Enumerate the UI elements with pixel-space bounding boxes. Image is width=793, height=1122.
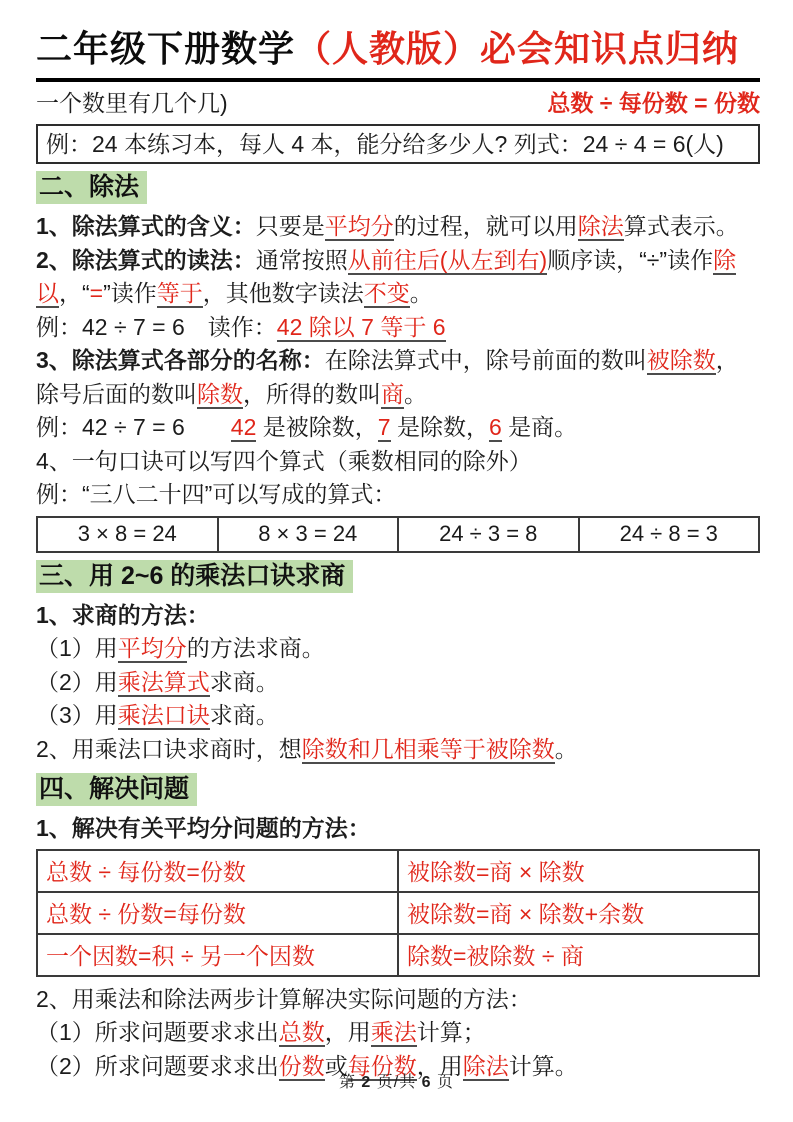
text-segment: 3、除法算式各部分的名称： <box>36 347 325 373</box>
term-highlight: 7 <box>377 414 391 440</box>
equation-cell: 8 × 3 = 24 <box>218 517 399 552</box>
text-segment: 2、用乘法和除法两步计算解决实际问题的方法： <box>36 985 532 1012</box>
term-highlight: 平均分 <box>324 213 394 239</box>
formula-cell: 一个因数=积 ÷ 另一个因数 <box>37 934 398 976</box>
text-segment: 计算。 <box>508 1052 578 1079</box>
term-highlight: 总数 <box>278 1019 325 1045</box>
list-item <box>36 1016 760 1050</box>
intro-formula: 总数 ÷ 每份数 = 份数 <box>547 90 760 116</box>
text-segment: 顺序读，“÷”读作 <box>547 246 714 273</box>
intro-left-text: 一个数里有几个几) <box>36 90 228 116</box>
text-segment: 算式表示。 <box>623 213 739 239</box>
term-highlight: 从前往后(从左到右) <box>347 246 548 273</box>
section-heading-division <box>36 172 760 206</box>
table-row <box>37 850 759 892</box>
paragraph <box>36 733 760 767</box>
term-highlight: 42 除以 7 等于 6 <box>276 313 446 340</box>
term-highlight: 乘法 <box>370 1019 417 1045</box>
text-segment: 2、用乘法口诀求商时，想 <box>36 735 302 762</box>
equations-table <box>36 516 760 553</box>
section-heading-problem-solving <box>36 774 760 808</box>
table-row <box>37 517 759 552</box>
footer-text: 页 <box>431 1074 455 1091</box>
paragraph <box>36 983 760 1017</box>
text-segment: 4、一句口诀可以写四个算式（乘数相同的除外） <box>36 447 532 474</box>
text-segment: （2）所求问题要求求出 <box>36 1052 279 1079</box>
term-highlight: 不变 <box>363 280 410 306</box>
text-segment: ，用 <box>416 1052 463 1079</box>
table-row <box>37 892 759 934</box>
paragraph <box>36 812 760 846</box>
text-segment: 是被除数， <box>256 414 378 440</box>
formula-cell: 总数 ÷ 每份数=份数 <box>37 850 398 892</box>
example-line <box>36 311 760 345</box>
term-highlight: 每份数 <box>347 1052 417 1079</box>
text-segment: 只要是 <box>255 213 325 239</box>
footer-total-pages: 6 <box>421 1074 432 1091</box>
text-segment: ，用 <box>324 1019 371 1045</box>
text-segment: 是除数， <box>390 414 489 440</box>
term-highlight: 商 <box>381 380 404 407</box>
term-highlight: 份数 <box>278 1052 325 1079</box>
text-segment: 通常按照 <box>255 246 348 273</box>
text-segment: 求商。 <box>209 668 279 695</box>
term-highlight: 被除数 <box>646 347 716 373</box>
term-highlight: 乘法口诀 <box>117 702 210 728</box>
term-highlight: 乘法算式 <box>117 668 210 695</box>
text-segment: ，所得的数叫 <box>243 380 381 407</box>
equation-cell: 3 × 8 = 24 <box>37 517 218 552</box>
text-segment: 。 <box>409 280 433 306</box>
text-segment: ，“ <box>59 280 90 306</box>
example-line <box>36 411 760 445</box>
equation-cell: 24 ÷ 3 = 8 <box>398 517 579 552</box>
footer-page-number: 2 <box>361 1074 372 1091</box>
formula-cell: 除数=被除数 ÷ 商 <box>398 934 759 976</box>
paragraph <box>36 445 760 479</box>
text-segment: 的方法求商。 <box>186 635 325 661</box>
text-segment: （1）用 <box>36 635 118 661</box>
paragraph <box>36 344 760 411</box>
term-highlight: 平均分 <box>117 635 187 661</box>
intro-row <box>36 88 760 119</box>
text-segment: 。 <box>404 380 427 407</box>
text-segment: 例：42 ÷ 7 = 6 读作： <box>36 313 277 340</box>
page-title-black: 二年级下册数学 <box>36 28 296 69</box>
section-heading-label: 二、除法 <box>36 171 147 204</box>
text-segment: 1、除法算式的含义： <box>36 213 256 239</box>
term-highlight: 除法 <box>462 1052 509 1079</box>
text-segment: 计算； <box>416 1019 486 1045</box>
text-segment: 或 <box>324 1052 348 1079</box>
section-heading-label: 四、解决问题 <box>36 773 197 806</box>
term-highlight: 6 <box>488 414 502 440</box>
table-row <box>37 934 759 976</box>
text-segment: ，除号后面的数叫 <box>36 347 739 407</box>
paragraph <box>36 210 760 244</box>
formula-cell: 被除数=商 × 除数 <box>398 850 759 892</box>
term-highlight: 除数和几相乘等于被除数 <box>301 735 555 762</box>
term-highlight: 42 <box>230 414 257 440</box>
equals-sign-red: = <box>89 280 104 306</box>
section-heading-label: 三、用 2~6 的乘法口诀求商 <box>36 560 353 593</box>
text-segment: 例：42 ÷ 7 = 6 <box>36 414 231 440</box>
text-segment: 2、除法算式的读法： <box>36 246 256 273</box>
term-highlight: 除以 <box>36 246 737 306</box>
document-header <box>36 26 760 82</box>
formulas-table <box>36 849 760 977</box>
section-heading-quotient <box>36 561 760 595</box>
paragraph <box>36 244 760 311</box>
text-segment: 。 <box>554 735 578 762</box>
text-segment: （3）用 <box>36 702 118 728</box>
text-segment: 1、求商的方法： <box>36 601 210 628</box>
list-item <box>36 632 760 666</box>
term-highlight: 除法 <box>577 213 624 239</box>
text-segment: （2）用 <box>36 668 118 695</box>
list-item <box>36 666 760 700</box>
footer-text: 第 <box>338 1074 362 1091</box>
text-segment: 是商。 <box>501 414 578 440</box>
page-title-red: （人教版）必会知识点归纳 <box>295 28 740 69</box>
text-segment: 1、解决有关平均分问题的方法： <box>36 815 371 841</box>
text-segment: 例：“三八二十四”可以写成的算式： <box>36 481 397 507</box>
text-segment: 的过程，就可以用 <box>393 213 578 239</box>
list-item <box>36 699 760 733</box>
example-line <box>36 478 760 512</box>
footer-text: 页/共 <box>371 1074 422 1091</box>
page-footer <box>0 1069 793 1092</box>
page-title <box>36 26 760 72</box>
text-segment: 求商。 <box>209 702 279 728</box>
text-segment: （1）所求问题要求求出 <box>36 1019 279 1045</box>
term-highlight: 除数 <box>197 380 243 407</box>
paragraph <box>36 599 760 633</box>
formula-cell: 总数 ÷ 份数=每份数 <box>37 892 398 934</box>
example-box: 例：24 本练习本，每人 4 本，能分给多少人? 列式：24 ÷ 4 = 6(人) <box>36 124 760 164</box>
term-highlight: 等于 <box>156 280 203 306</box>
text-segment: 在除法算式中，除号前面的数叫 <box>324 347 647 373</box>
text-segment: ”读作 <box>103 280 157 306</box>
formula-cell: 被除数=商 × 除数+余数 <box>398 892 759 934</box>
equation-cell: 24 ÷ 8 = 3 <box>579 517 760 552</box>
text-segment: ，其他数字读法 <box>202 280 364 306</box>
